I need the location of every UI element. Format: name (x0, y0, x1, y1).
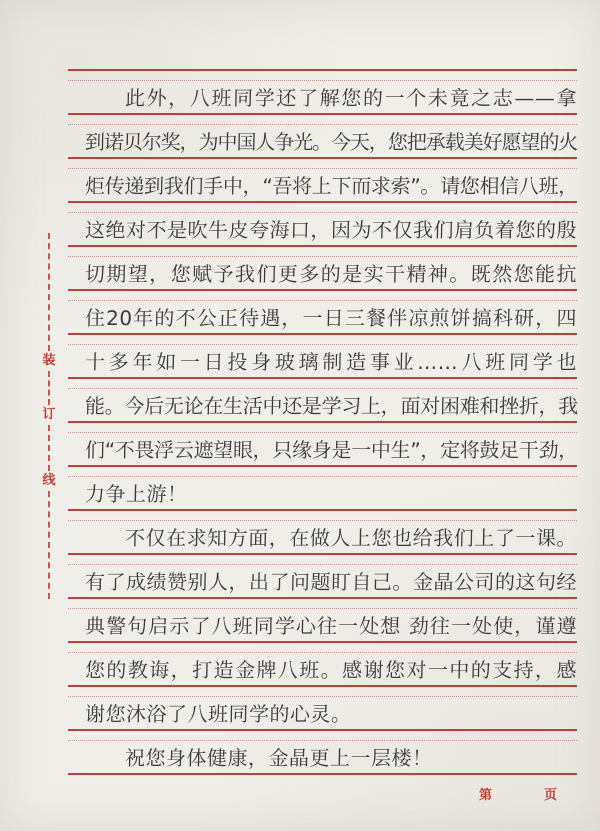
binding-label-char: 线 (42, 473, 56, 488)
binding-dash-segment (48, 491, 50, 599)
handwritten-line-5: 切期望，您赋予我们更多的是实干精神。既然您能抗 (84, 262, 578, 286)
handwritten-line-1: 此外，八班同学还了解您的一个未竟之志——拿 (124, 86, 578, 110)
ruled-line-dotted (68, 696, 577, 697)
ruled-line-dotted (68, 300, 577, 301)
ruled-line-dotted (68, 564, 577, 565)
handwritten-line-7: 十多年如一日投身玻璃制造事业……八班同学也 (84, 350, 578, 374)
ruled-line-solid (68, 201, 577, 203)
ruled-line-dotted (68, 432, 577, 433)
ruled-line-solid (68, 113, 577, 115)
handwritten-line-14: 您的教诲，打造金牌八班。感谢您对一中的支持，感 (84, 658, 578, 682)
handwritten-line-8: 能。今后无论在生活中还是学习上，面对困难和挫折，我 (84, 394, 578, 418)
binding-line (41, 233, 57, 599)
ruled-line-solid (68, 553, 577, 555)
binding-dash-segment (48, 371, 50, 405)
handwritten-line-16: 祝您身体健康，金晶更上一层楼！ (124, 746, 433, 770)
ruled-line-solid (68, 773, 577, 775)
handwritten-line-4: 这绝对不是吹牛皮夸海口，因为不仅我们肩负着您的殷 (84, 218, 578, 242)
ruled-line-solid (68, 245, 577, 247)
binding-dash-segment (48, 233, 50, 351)
ruled-line-dotted (68, 344, 577, 345)
handwritten-line-15: 谢您沐浴了八班同学的心灵。 (84, 702, 352, 726)
ruled-line-solid (68, 597, 577, 599)
page-number-prefix: 第 (479, 788, 493, 803)
ruled-line-dotted (68, 520, 577, 521)
ruled-line-dotted (68, 740, 577, 741)
ruled-line-solid (68, 69, 577, 71)
page-number-suffix: 页 (544, 788, 558, 803)
ruled-line-dotted (68, 608, 577, 609)
ruled-line-solid (68, 157, 577, 159)
binding-label-char: 装 (42, 353, 56, 368)
ruled-line-dotted (68, 388, 577, 389)
ruled-line-dotted (68, 652, 577, 653)
binding-dash-segment (48, 425, 50, 471)
ruled-line-solid (68, 377, 577, 379)
handwritten-line-13: 典警句启示了八班同学心往一处想 劲往一处使，谨遵 (84, 614, 578, 638)
handwritten-line-12: 有了成绩赞别人，出了问题盯自己。金晶公司的这句经 (84, 570, 578, 594)
ruled-line-solid (68, 289, 577, 291)
handwritten-line-11: 不仅在求知方面，在做人上您也给我们上了一课。 (124, 526, 578, 550)
ruled-line-dotted (68, 476, 577, 477)
ruled-line-dotted (68, 168, 577, 169)
handwritten-line-2: 到诺贝尔奖，为中国人争光。今天，您把承载美好愿望的火 (84, 130, 578, 154)
ruled-line-solid (68, 729, 577, 731)
ruled-line-dotted (68, 256, 577, 257)
ruled-line-solid (68, 685, 577, 687)
binding-label-char: 订 (42, 407, 56, 422)
ruled-line-solid (68, 641, 577, 643)
handwritten-line-3: 炬传递到我们手中，“吾将上下而求索”。请您相信八班， (84, 174, 578, 198)
handwritten-line-10: 力争上游！ (84, 482, 188, 506)
ruled-line-dotted (68, 212, 577, 213)
ruled-line-solid (68, 465, 577, 467)
handwritten-line-6: 住20年的不公正待遇，一日三餐伴凉煎饼搞科研，四 (84, 306, 578, 330)
page-number-row (0, 784, 600, 804)
ruled-line-dotted (68, 80, 577, 81)
ruled-line-solid (68, 333, 577, 335)
ruled-line-dotted (68, 124, 577, 125)
ruled-line-solid (68, 509, 577, 511)
ruled-line-solid (68, 421, 577, 423)
handwritten-line-9: 们“不畏浮云遮望眼，只缘身是一中生”，定将鼓足干劲， (84, 438, 578, 462)
